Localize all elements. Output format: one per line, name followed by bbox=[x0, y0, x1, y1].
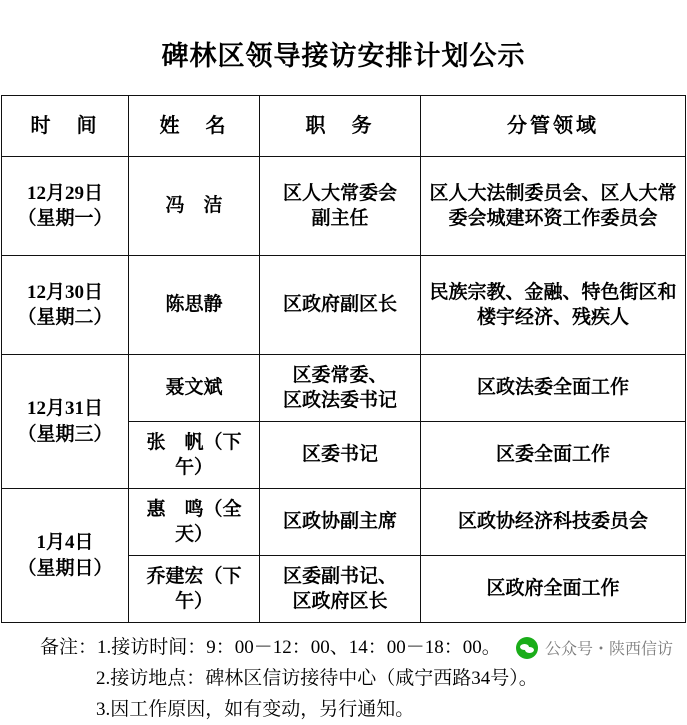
cell-post: 区委书记 bbox=[260, 422, 421, 489]
cell-field: 民族宗教、金融、特色街区和楼宇经济、残疾人 bbox=[421, 256, 686, 355]
cell-time bbox=[2, 256, 129, 355]
time-date: 12月31日 bbox=[26, 398, 103, 420]
note-line bbox=[40, 664, 671, 695]
note-item-2: 2.接访地点：碑林区信访接待中心（咸宁西路34号）。 bbox=[96, 667, 538, 689]
cell-field: 区政协经济科技委员会 bbox=[421, 489, 686, 556]
cell-name: 乔建宏（下午） bbox=[129, 556, 260, 623]
cell-post bbox=[260, 355, 421, 422]
cell-field: 区人大法制委员会、区人大常委会城建环资工作委员会 bbox=[421, 157, 686, 256]
time-date: 12月29日 bbox=[26, 182, 103, 204]
cell-post: 区政协副主席 bbox=[260, 489, 421, 556]
cell-field: 区政法委全面工作 bbox=[421, 355, 686, 422]
post-line-1: 区委常委、 bbox=[292, 364, 388, 386]
cell-field: 区政府全面工作 bbox=[421, 556, 686, 623]
post-line-2: 区政府区长 bbox=[292, 591, 388, 612]
table-row bbox=[2, 256, 686, 355]
cell-name: 张 帆（下午） bbox=[129, 422, 260, 489]
wechat-icon bbox=[516, 637, 538, 659]
post-line-1: 区人大常委会 bbox=[282, 182, 397, 204]
table-header-row bbox=[2, 96, 686, 157]
column-header-time: 时 间 bbox=[2, 96, 129, 157]
table-body bbox=[2, 157, 686, 623]
time-weekday: （星期一） bbox=[17, 208, 113, 229]
cell-time bbox=[2, 489, 129, 623]
note-line bbox=[40, 695, 671, 725]
note-item-1: 1.接访时间：9：00－12：00、14：00－18：00。 bbox=[97, 637, 501, 658]
column-header-name: 姓 名 bbox=[129, 96, 260, 157]
cell-post bbox=[260, 556, 421, 623]
schedule-table bbox=[1, 95, 686, 623]
post-line-2: 区政法委书记 bbox=[282, 390, 397, 411]
cell-field: 区委全面工作 bbox=[421, 422, 686, 489]
notes-label: 备注： bbox=[40, 637, 98, 658]
cell-name: 陈思静 bbox=[129, 256, 260, 355]
post-line-1: 区委副书记、 bbox=[282, 565, 397, 587]
cell-time bbox=[2, 157, 129, 256]
page-title: 碑林区领导接访安排计划公示 bbox=[161, 41, 526, 71]
time-weekday: （星期三） bbox=[17, 423, 113, 445]
post-line-2: 副主任 bbox=[311, 208, 369, 229]
watermark-text: 公众号・陕西信访 bbox=[544, 641, 673, 658]
cell-post bbox=[260, 256, 421, 355]
table-row bbox=[2, 157, 686, 256]
cell-post bbox=[260, 157, 421, 256]
time-weekday: （星期日） bbox=[17, 557, 113, 579]
time-date: 12月30日 bbox=[26, 281, 103, 303]
table-row bbox=[2, 489, 686, 556]
cell-name: 聂文斌 bbox=[129, 355, 260, 422]
time-weekday: （星期二） bbox=[17, 307, 113, 328]
time-date: 1月4日 bbox=[36, 532, 94, 554]
column-header-field: 分管领域 bbox=[421, 96, 686, 157]
cell-name: 冯 洁 bbox=[129, 157, 260, 256]
cell-time bbox=[2, 355, 129, 489]
post-line-1: 区政府副区长 bbox=[282, 294, 397, 316]
table-row bbox=[2, 355, 686, 422]
column-header-post: 职 务 bbox=[260, 96, 421, 157]
table-header bbox=[2, 96, 686, 157]
note-item-3: 3.因工作原因，如有变动，另行通知。 bbox=[96, 698, 415, 720]
cell-name: 惠 鸣（全天） bbox=[129, 489, 260, 556]
watermark bbox=[516, 636, 673, 659]
